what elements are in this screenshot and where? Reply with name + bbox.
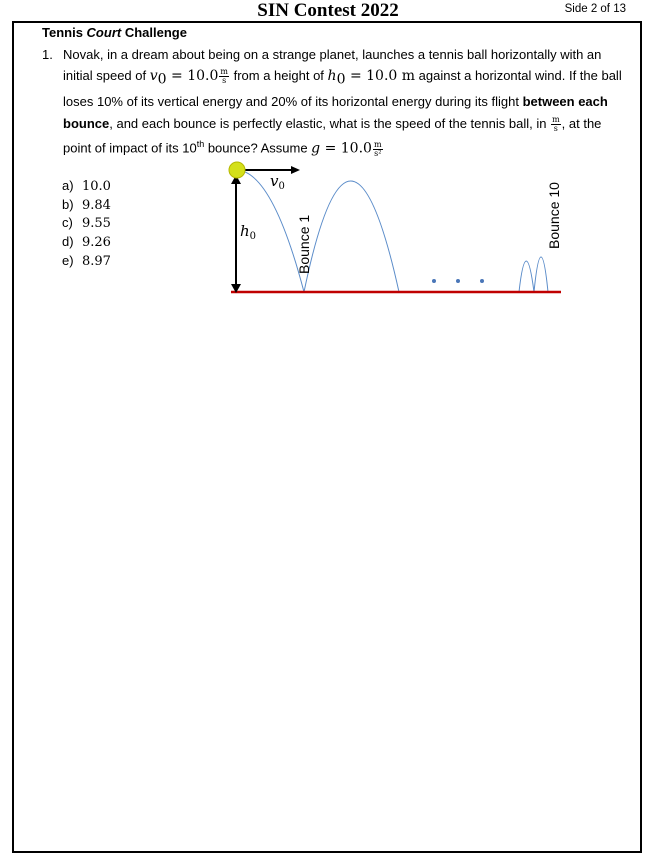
bounce-diagram: [0, 0, 656, 320]
v0-value: = 10.0: [166, 68, 219, 85]
g-value: = 10.0: [320, 140, 372, 157]
trajectory-arc-1: [304, 181, 399, 292]
option-c[interactable]: c) 9.55: [62, 215, 111, 232]
velocity-arrow-head: [291, 166, 300, 174]
v0-symbol: v: [149, 68, 158, 85]
v0-diagram-label: $v_0$: [270, 172, 285, 192]
dot: [432, 279, 436, 283]
question-number: 1.: [42, 47, 53, 62]
unit-m-per-s2: $\frac{m}{\text{s²}}$: [373, 139, 382, 158]
option-a[interactable]: a) 10.0: [62, 178, 111, 194]
question-text-part: from a height of: [229, 68, 328, 84]
question-text-part: bounce? Assume: [204, 140, 312, 156]
question-text-part: , and each bounce is perfectly elastic, what is the speed of the tennis ball, in: [109, 115, 551, 131]
ellipsis-dots: [432, 279, 484, 283]
trajectory-arc-2: [519, 261, 534, 292]
g-symbol: g: [311, 140, 321, 157]
page-side-label: Side 2 of 13: [564, 3, 626, 15]
option-e[interactable]: e) 8.97: [62, 252, 111, 269]
tennis-ball-icon: [229, 162, 245, 178]
question-text-part: , at the point of impact of its 10: [63, 115, 602, 156]
trajectory-arc-3: [534, 257, 548, 292]
option-d[interactable]: d) 9.26: [62, 234, 111, 251]
h0-subscript: 0: [336, 72, 346, 88]
h0-value: = 10.0 m: [345, 68, 416, 85]
h0-diagram-label: $h_0$: [240, 222, 257, 242]
question-text-part: Novak, in a dream about being on a strange planet, launches a tennis ball horizontally with an initial speed of: [63, 47, 602, 84]
contest-title: SIN Contest 2022: [257, 0, 399, 21]
dot: [456, 279, 460, 283]
unit-m-per-s-2: $\frac{m}{s}$: [552, 114, 560, 133]
heading-part-2: Challenge: [121, 25, 187, 40]
question-text-part: against a horizontal wind. If the ball loses 10% of its vertical energy and 20% of its horizontal energy during its flight: [63, 68, 622, 110]
unit-m-per-s: $\frac{m}{s}$: [220, 67, 228, 86]
heading-part-1: Tennis: [42, 25, 87, 40]
bold-phrase: between each bounce: [63, 94, 608, 131]
bounce-10-label: Bounce 10: [546, 182, 562, 249]
v0-subscript: 0: [157, 72, 167, 88]
option-b[interactable]: b) 9.84: [62, 196, 111, 213]
superscript-th: th: [196, 139, 205, 150]
heading-part-italic: Court: [86, 25, 122, 40]
bounce-1-label: Bounce 1: [296, 214, 312, 274]
h0-symbol: h: [327, 68, 337, 85]
dot: [480, 279, 484, 283]
